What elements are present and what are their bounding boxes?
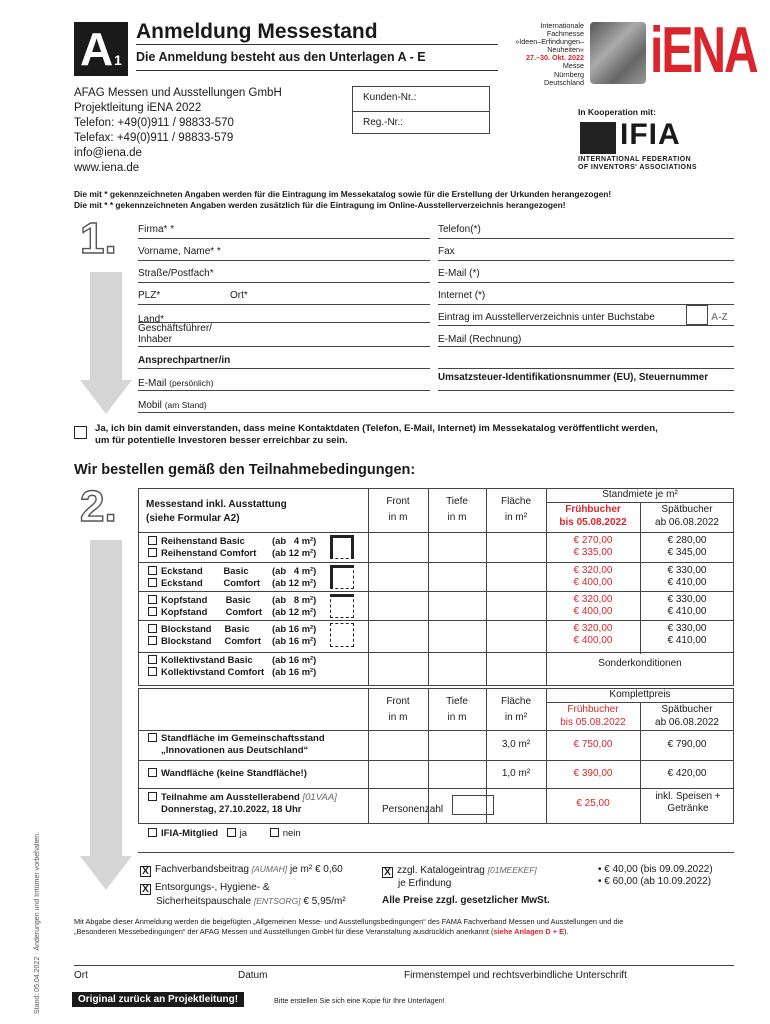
phone-label: Telefon(*) <box>438 224 481 235</box>
fair-info-line: 27.–30. Okt. 2022 <box>526 53 584 63</box>
stand-min-size: (ab 4 m²) <box>272 535 317 546</box>
late-price: € 410,00 <box>667 577 707 588</box>
stand-name: Reihenstand Basic <box>161 535 245 546</box>
checkbox[interactable] <box>148 607 157 616</box>
early-price: € 400,00 <box>573 635 613 646</box>
catalog-prices: • € 40,00 (bis 09.09.2022) • € 60,00 (ab 10.09.2022) <box>598 864 713 887</box>
late-price: € 410,00 <box>667 635 707 646</box>
cooperation-label: In Kooperation mit: <box>578 107 656 117</box>
community-early-price: € 750,00 <box>573 739 613 750</box>
customer-no-label: Kunden-Nr.: <box>363 92 417 103</box>
stand-min-size: (ab 12 m²) <box>272 577 317 588</box>
name-label: Vorname, Name* * <box>138 246 221 257</box>
return-original-badge: Original zurück an Projektleitung! <box>72 992 244 1007</box>
mobile-field[interactable] <box>138 412 734 413</box>
stand-name: Reihenstand Comfort <box>161 547 257 558</box>
vat-note: Alle Preise zzgl. gesetzlicher MwSt. <box>382 895 550 906</box>
wall-late-price: € 420,00 <box>667 768 707 779</box>
name-field[interactable] <box>138 260 430 261</box>
exhibitor-evening-option[interactable]: Teilnahme am Ausstellerabend [01VAA] Donnerstag, 27.10.2022, 18 Uhr <box>148 792 337 816</box>
fair-info <box>500 22 584 87</box>
manager-label-1: Geschäftsführer/ <box>138 323 212 334</box>
stand-option-row[interactable] <box>148 535 245 546</box>
section-1-arrow <box>90 272 122 380</box>
badge-letter: A <box>80 23 114 75</box>
zip-city-field[interactable] <box>138 304 430 305</box>
country-label: Land* <box>138 314 165 325</box>
stand-min-size: (ab 8 m²) <box>272 594 317 605</box>
area-col-header-2: Fläche in m² <box>500 696 531 723</box>
association-fee: X Fachverbandsbeitrag [AUMAH] je m² € 0,60 <box>140 864 343 877</box>
early-price: € 320,00 <box>573 594 613 605</box>
note-1: Die mit * gekennzeichneten Angaben werden für die Eintragung im Messekatalog sowie für die Erstellung der Urkunden herangezogen! <box>74 189 612 199</box>
city-label: Ort* <box>230 290 248 301</box>
date-label: Datum <box>238 970 268 981</box>
special-conditions: Sonderkonditionen <box>598 658 682 669</box>
zip-label: PLZ* <box>138 290 161 301</box>
corner-stand-icon <box>330 565 354 589</box>
early-col-header-2: Frühbucher bis 05.08.2022 <box>560 704 626 728</box>
invoice-email-label: E-Mail (Rechnung) <box>438 334 522 345</box>
wall-early-price: € 390,00 <box>573 768 613 779</box>
manager-field[interactable] <box>138 346 430 347</box>
section-2-number: 2. <box>80 482 117 531</box>
side-note: Stand: 05.04.2022 · Änderungen und Irrtümer vorbehalten. <box>34 831 41 1014</box>
stand-option-row[interactable] <box>148 606 262 617</box>
internet-label: Internet (*) <box>438 290 486 301</box>
stand-min-size: (ab 16 m²) <box>272 654 317 665</box>
stand-name: Eckstand Basic <box>161 565 249 576</box>
directory-letter-field <box>438 325 734 326</box>
fair-info-line: Deutschland <box>544 77 584 87</box>
terms-line-2: „Besonderen Messebedingungen“ der AFAG Messen und Ausstellungen GmbH für diese Veranstaltung ausdrücklich anerkannt (siehe Anlagen D + E). <box>74 927 569 936</box>
checkbox[interactable] <box>148 636 157 645</box>
stand-min-size: (ab 16 m²) <box>272 666 317 677</box>
section-2-arrow-head <box>80 856 132 890</box>
community-stand-option[interactable]: Standfläche im Gemeinschaftsstand „Innovationen aus Deutschland“ <box>148 733 325 757</box>
early-price: € 320,00 <box>573 623 613 634</box>
stand-col-header: Messestand inkl. Ausstattung (siehe Formular A2) <box>146 499 287 524</box>
early-col-header: Frühbucher bis 05.08.2022 <box>559 504 627 528</box>
stand-option-row[interactable] <box>148 666 264 677</box>
iena-logo: iENA <box>650 15 757 87</box>
copy-note: Bitte erstellen Sie sich eine Kopie für Ihre Unterlagen! <box>274 996 445 1005</box>
community-late-price: € 790,00 <box>667 739 707 750</box>
depth-col-header: Tiefe in m <box>446 496 468 523</box>
order-heading: Wir bestellen gemäß den Teilnahmebedingungen: <box>74 462 416 478</box>
country-field[interactable] <box>138 322 430 323</box>
firma-field[interactable] <box>138 238 430 239</box>
disposal-fee: X Entsorgungs-, Hygiene- & Sicherheitspauschale [ENTSORG] € 5,95/m² <box>140 882 346 908</box>
stand-name: Kollektivstand Basic <box>161 654 253 665</box>
checkbox[interactable] <box>148 595 157 604</box>
terms-line-1: Mit Abgabe dieser Anmeldung werden die beigefügten „Allgemeinen Messe- und Ausstellungsbedingungen“ des FAMA Fachverband Messen und Ausstellungen und die <box>74 917 624 926</box>
office-box <box>352 86 490 134</box>
consent-checkbox[interactable] <box>74 426 87 439</box>
az-label: A-Z <box>711 312 728 323</box>
row-stand-icon <box>330 535 354 559</box>
place-label: Ort <box>74 970 88 981</box>
checkbox[interactable] <box>148 624 157 633</box>
page-title: Anmeldung Messestand <box>136 20 378 43</box>
late-col-header-2: Spätbucher ab 06.08.2022 <box>655 704 719 728</box>
late-price: € 280,00 <box>667 535 707 546</box>
rent-col-header: Standmiete je m² <box>602 489 678 500</box>
vat-id-label: Umsatzsteuer-Identifikationsnummer (EU), Steuernummer <box>438 372 709 383</box>
directory-letter-box[interactable] <box>686 305 708 325</box>
stand-min-size: (ab 16 m²) <box>272 623 317 634</box>
block-stand-icon <box>330 623 354 647</box>
mobile-label: Mobil (am Stand) <box>138 400 207 411</box>
stand-min-size: (ab 12 m²) <box>272 547 317 558</box>
ifia-logo: IFIA <box>620 118 681 151</box>
checkbox[interactable] <box>148 578 157 587</box>
late-price: € 330,00 <box>667 623 707 634</box>
contact-right-field[interactable] <box>438 368 734 369</box>
manager-label-2: Inhaber <box>138 334 172 345</box>
personal-email-label: E-Mail (persönlich) <box>138 378 214 389</box>
checkbox[interactable] <box>148 548 157 557</box>
depth-col-header-2: Tiefe in m <box>446 696 468 723</box>
fair-info-line: »Ideen–Erfindungen– <box>515 37 584 47</box>
person-count-input[interactable] <box>452 795 494 815</box>
stand-option-row[interactable] <box>148 623 250 634</box>
catalog-entry-fee: X zzgl. Katalogeintrag [01MEEKEF] je Erfindung <box>382 864 537 890</box>
late-price: € 345,00 <box>667 547 707 558</box>
signature-line[interactable] <box>74 965 734 966</box>
globe-graphic <box>590 22 646 84</box>
consent-text-1: Ja, ich bin damit einverstanden, dass meine Kontaktdaten (Telefon, E-Mail, Internet) im Messekatalog veröffentlicht werden, <box>95 423 658 434</box>
ifia-text-2: OF INVENTORS' ASSOCIATIONS <box>578 164 697 171</box>
stand-option-row[interactable] <box>148 565 249 576</box>
section-2-arrow <box>90 540 122 856</box>
late-col-header: Spätbucher ab 06.08.2022 <box>655 504 719 528</box>
stand-option-row[interactable] <box>148 635 261 646</box>
stand-option-row[interactable] <box>148 654 253 665</box>
phone-field[interactable] <box>438 238 734 239</box>
directory-letter-label: Eintrag im Ausstellerverzeichnis unter Buchstabe <box>438 312 655 323</box>
stand-name: Blockstand Basic <box>161 623 250 634</box>
head-stand-icon <box>330 594 354 618</box>
fax-label: Fax <box>438 246 455 257</box>
checkbox[interactable] <box>148 536 157 545</box>
wall-area-option[interactable]: Wandfläche (keine Standfläche!) <box>148 768 307 779</box>
late-price: € 410,00 <box>667 606 707 617</box>
contact-person-label: Ansprechpartner/in <box>138 355 231 366</box>
stand-min-size: (ab 4 m²) <box>272 565 317 576</box>
email-field[interactable] <box>438 282 734 283</box>
stand-name: Kopfstand Basic <box>161 594 251 605</box>
evening-price: € 25,00 <box>576 798 610 809</box>
late-price: € 330,00 <box>667 594 707 605</box>
person-count-label: Personenzahl <box>382 804 444 815</box>
checkbox[interactable] <box>148 667 157 676</box>
stand-option-row[interactable] <box>148 547 256 558</box>
note-2: Die mit * * gekennzeichneten Angaben werden zusätzlich für die Eintragung im Online-Ausstellerverzeichnis herangezogen! <box>74 200 566 210</box>
email-label: E-Mail (*) <box>438 268 480 279</box>
organizer-block: AFAG Messen und Ausstellungen GmbH Projektleitung iENA 2022 Telefon: +49(0)911 / 98833-570 Telefax: +49(0)911 / 98833-579 info@iena.de www.iena.de <box>74 87 282 174</box>
wall-area: 1,0 m² <box>501 768 531 779</box>
fax-field[interactable] <box>438 260 734 261</box>
area-col-header: Fläche in m² <box>500 496 531 523</box>
stand-option-row[interactable] <box>148 594 251 605</box>
fair-info-line: Messe <box>562 61 584 71</box>
early-price: € 335,00 <box>573 547 613 558</box>
stand-option-row[interactable] <box>148 577 260 588</box>
ifia-text-1: INTERNATIONAL FEDERATION <box>578 156 692 163</box>
badge <box>74 22 128 76</box>
evening-incl: inkl. Speisen + Getränke <box>655 791 721 814</box>
street-field[interactable] <box>138 282 430 283</box>
community-area: 3,0 m² <box>501 739 531 750</box>
stand-name: Eckstand Comfort <box>161 577 260 588</box>
stand-min-size: (ab 12 m²) <box>272 606 317 617</box>
early-price: € 270,00 <box>573 535 613 546</box>
early-price: € 400,00 <box>573 577 613 588</box>
checkbox[interactable] <box>148 566 157 575</box>
personal-email-field[interactable] <box>138 390 430 391</box>
reg-no-label: Reg.-Nr.: <box>363 117 404 128</box>
fair-info-line: Neuheiten« <box>547 45 584 55</box>
fair-info-line: Internationale <box>540 21 584 30</box>
consent-text-2: um für potentielle Investoren besser erreichbar zu sein. <box>95 435 348 446</box>
firma-label: Firma* * <box>138 224 175 235</box>
ifia-member-option[interactable]: IFIA-Mitglied ja nein <box>148 828 301 839</box>
contact-person-field[interactable] <box>138 368 430 369</box>
stand-name: Kollektivstand Comfort <box>161 666 265 677</box>
section-1-arrow-head <box>80 380 132 414</box>
page-subtitle: Die Anmeldung besteht aus den Unterlagen A - E <box>136 50 426 64</box>
ifia-logo-mark <box>580 122 616 154</box>
fair-info-line: Nürnberg <box>554 69 584 79</box>
invoice-email-field[interactable] <box>438 346 734 347</box>
stand-name: Blockstand Comfort <box>161 635 262 646</box>
stand-min-size: (ab 16 m²) <box>272 635 317 646</box>
early-price: € 400,00 <box>573 606 613 617</box>
front-col-header-2: Front in m <box>386 696 410 723</box>
stamp-label: Firmenstempel und rechtsverbindliche Unterschrift <box>404 970 627 981</box>
stand-name: Kopfstand Comfort <box>161 606 263 617</box>
fair-info-line: Fachmesse <box>546 29 584 39</box>
late-price: € 330,00 <box>667 565 707 576</box>
package-price-header: Komplettpreis <box>609 689 671 700</box>
badge-sub: 1 <box>114 52 122 68</box>
vat-id-field[interactable] <box>438 390 734 391</box>
section-1-number: 1. <box>80 214 117 263</box>
checkbox[interactable] <box>148 655 157 664</box>
early-price: € 320,00 <box>573 565 613 576</box>
street-label: Straße/Postfach* <box>138 268 214 279</box>
front-col-header: Front in m <box>386 496 410 523</box>
